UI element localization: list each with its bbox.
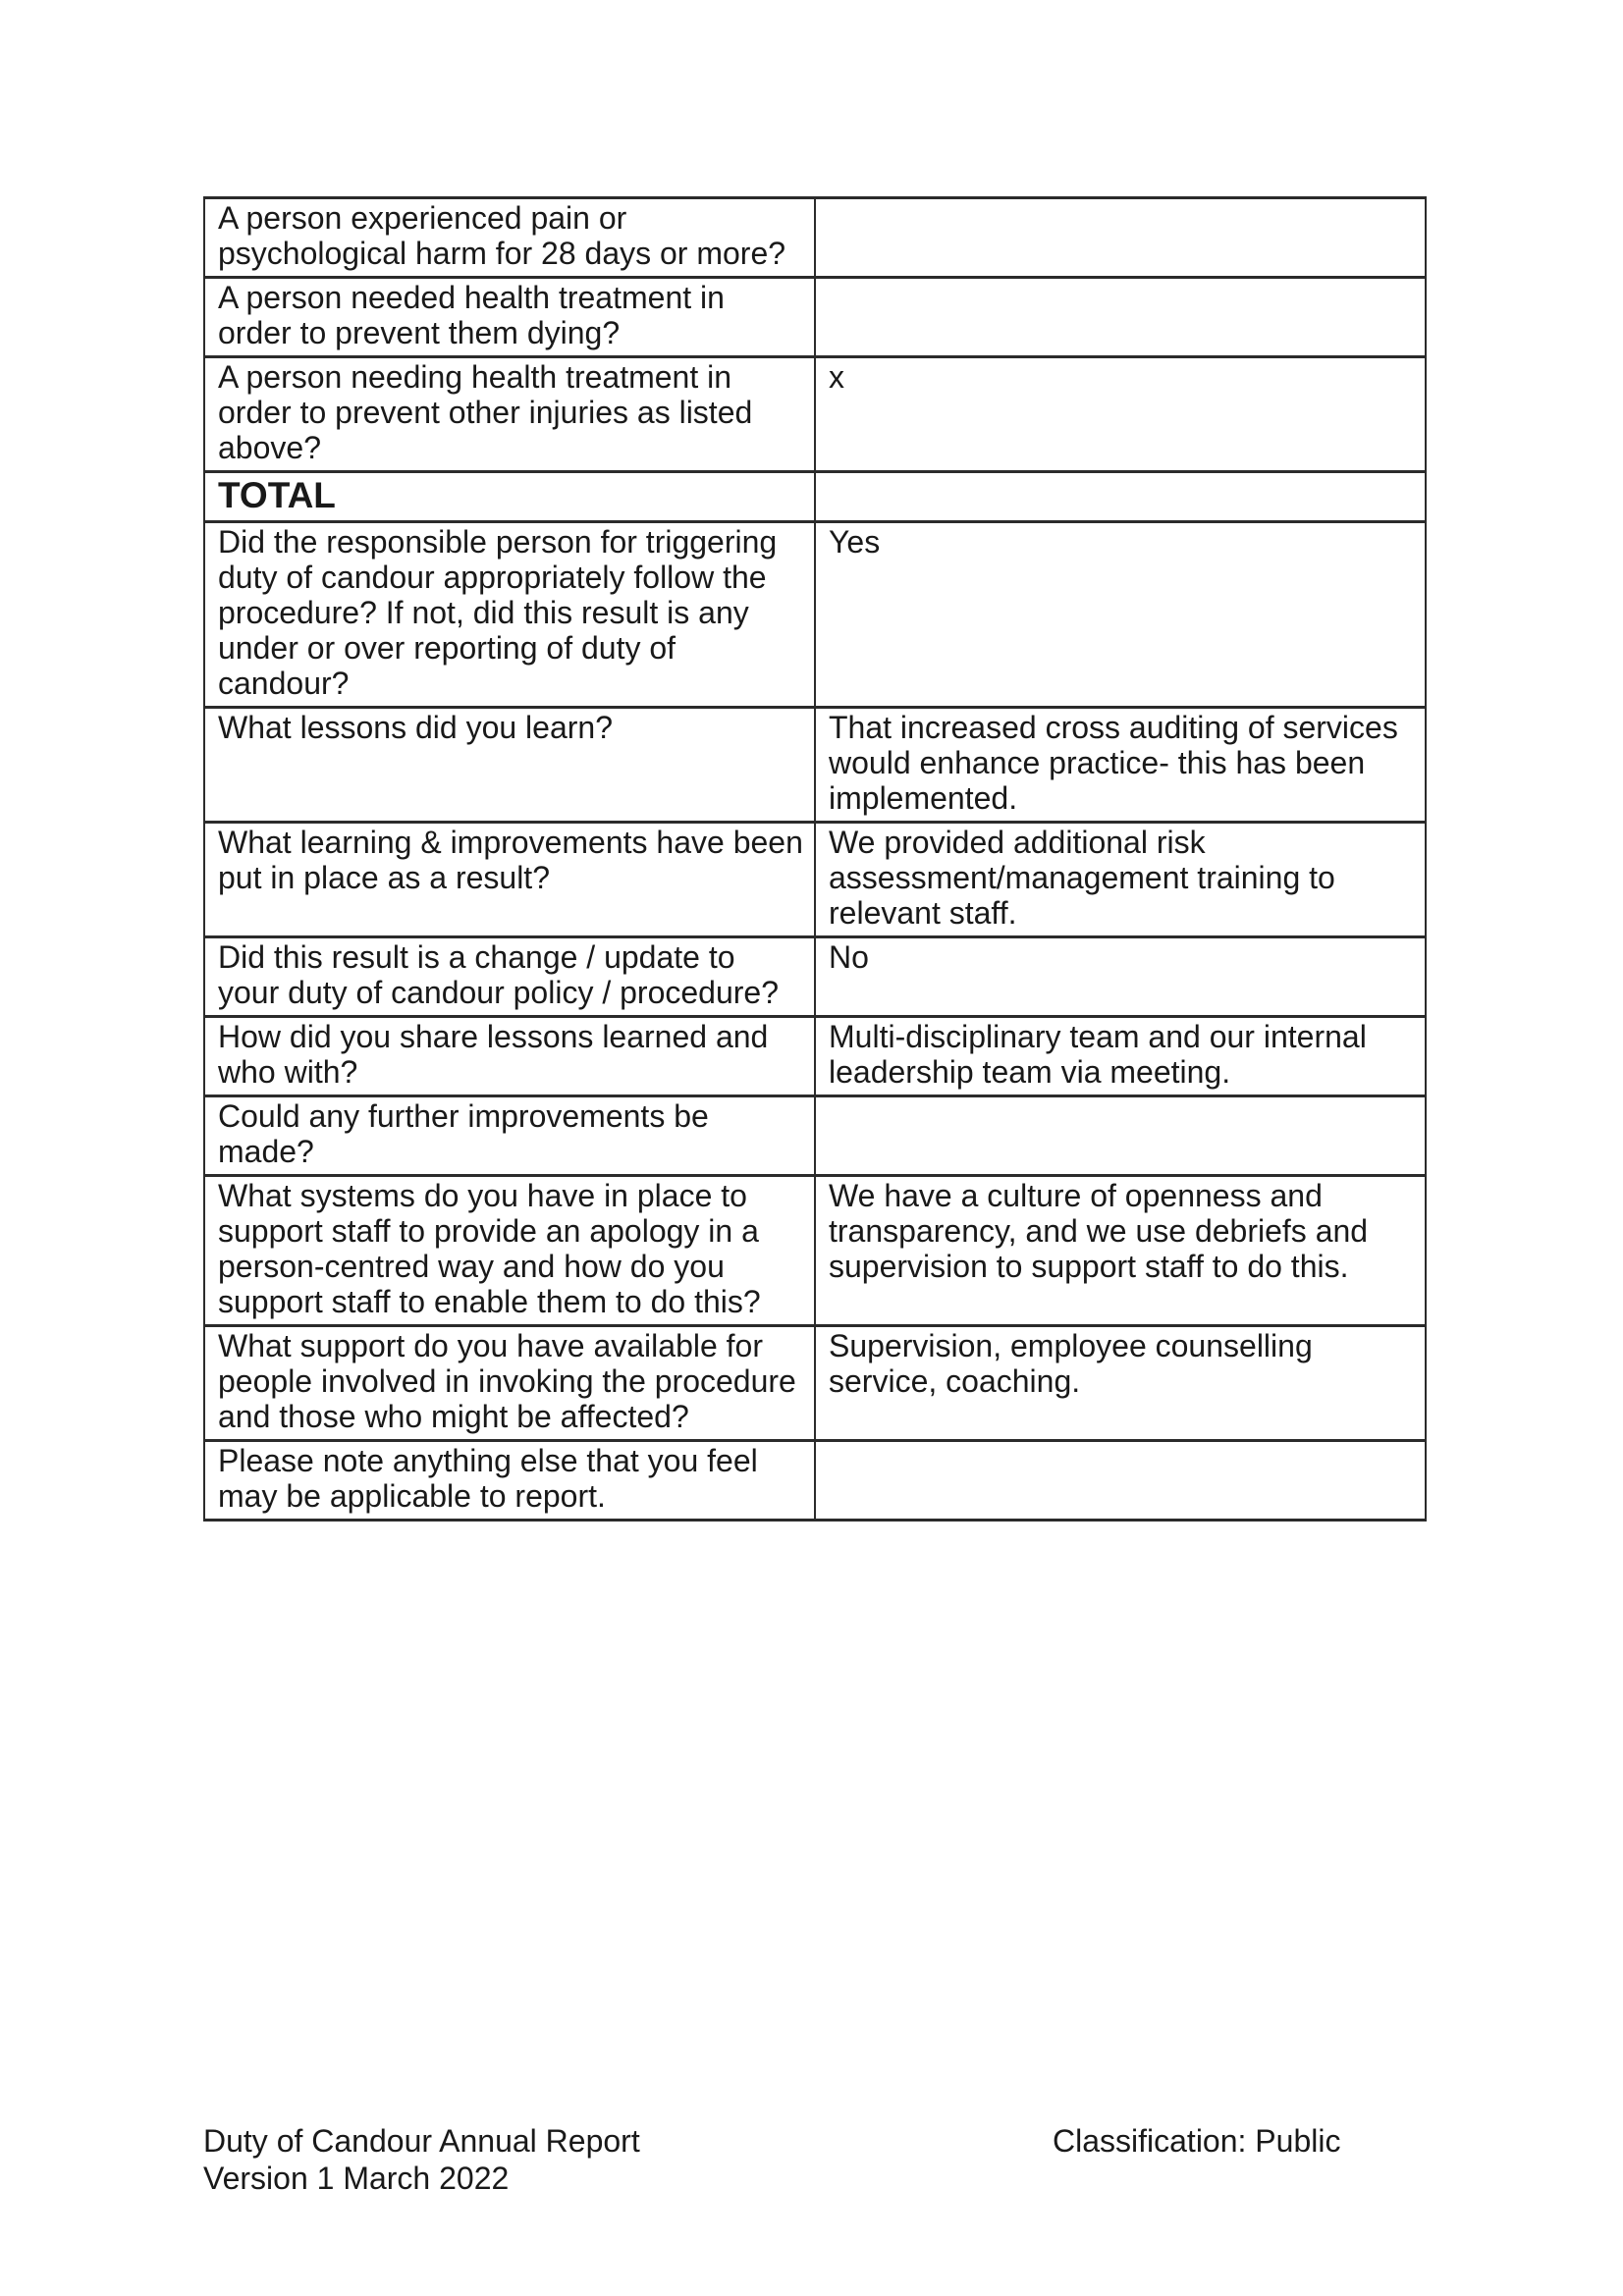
question-cell: A person needed health treatment in order to prevent them dying? <box>204 278 815 357</box>
table-row <box>204 278 1426 357</box>
table-row <box>204 1176 1426 1326</box>
answer-cell: Yes <box>815 522 1426 708</box>
table-row <box>204 708 1426 823</box>
question-cell: What lessons did you learn? <box>204 708 815 823</box>
answer-cell <box>815 278 1426 357</box>
answer-cell <box>815 1441 1426 1521</box>
answer-cell <box>815 1096 1426 1176</box>
table-row <box>204 1017 1426 1096</box>
question-cell: A person experienced pain or psychological harm for 28 days or more? <box>204 198 815 278</box>
question-cell: How did you share lessons learned and who with? <box>204 1017 815 1096</box>
table-row <box>204 198 1426 278</box>
table-row-total <box>204 472 1426 522</box>
answer-cell: We provided additional risk assessment/management training to relevant staff. <box>815 823 1426 937</box>
question-cell: Did this result is a change / update to your duty of candour policy / procedure? <box>204 937 815 1017</box>
duty-of-candour-table <box>203 196 1427 1522</box>
answer-cell <box>815 472 1426 522</box>
table-row <box>204 1096 1426 1176</box>
answer-cell: No <box>815 937 1426 1017</box>
table-row <box>204 357 1426 472</box>
table-row <box>204 522 1426 708</box>
question-cell: What systems do you have in place to support staff to provide an apology in a person-centred way and how do you support staff to enable them to do this? <box>204 1176 815 1326</box>
question-cell: What learning & improvements have been put in place as a result? <box>204 823 815 937</box>
answer-cell: Supervision, employee counselling service, coaching. <box>815 1326 1426 1441</box>
table-row <box>204 1326 1426 1441</box>
question-cell: Please note anything else that you feel may be applicable to report. <box>204 1441 815 1521</box>
table-row <box>204 1441 1426 1521</box>
question-cell: Did the responsible person for triggering duty of candour appropriately follow the procedure? If not, did this result is any under or over reporting of duty of candour? <box>204 522 815 708</box>
question-cell: What support do you have available for people involved in invoking the procedure and those who might be affected? <box>204 1326 815 1441</box>
answer-cell: That increased cross auditing of services would enhance practice- this has been implemented. <box>815 708 1426 823</box>
answer-cell: Multi-disciplinary team and our internal leadership team via meeting. <box>815 1017 1426 1096</box>
answer-cell <box>815 198 1426 278</box>
table-row <box>204 823 1426 937</box>
total-label-cell: TOTAL <box>204 472 815 522</box>
table-row <box>204 937 1426 1017</box>
footer-version: Version 1 March 2022 <box>203 2161 510 2196</box>
answer-cell: We have a culture of openness and transparency, and we use debriefs and supervision to support staff to do this. <box>815 1176 1426 1326</box>
answer-cell: x <box>815 357 1426 472</box>
page-footer <box>203 2122 640 2197</box>
footer-doc-title: Duty of Candour Annual Report <box>203 2123 640 2159</box>
footer-classification: Classification: Public <box>1053 2123 1341 2159</box>
question-cell: Could any further improvements be made? <box>204 1096 815 1176</box>
question-cell: A person needing health treatment in order to prevent other injuries as listed above? <box>204 357 815 472</box>
